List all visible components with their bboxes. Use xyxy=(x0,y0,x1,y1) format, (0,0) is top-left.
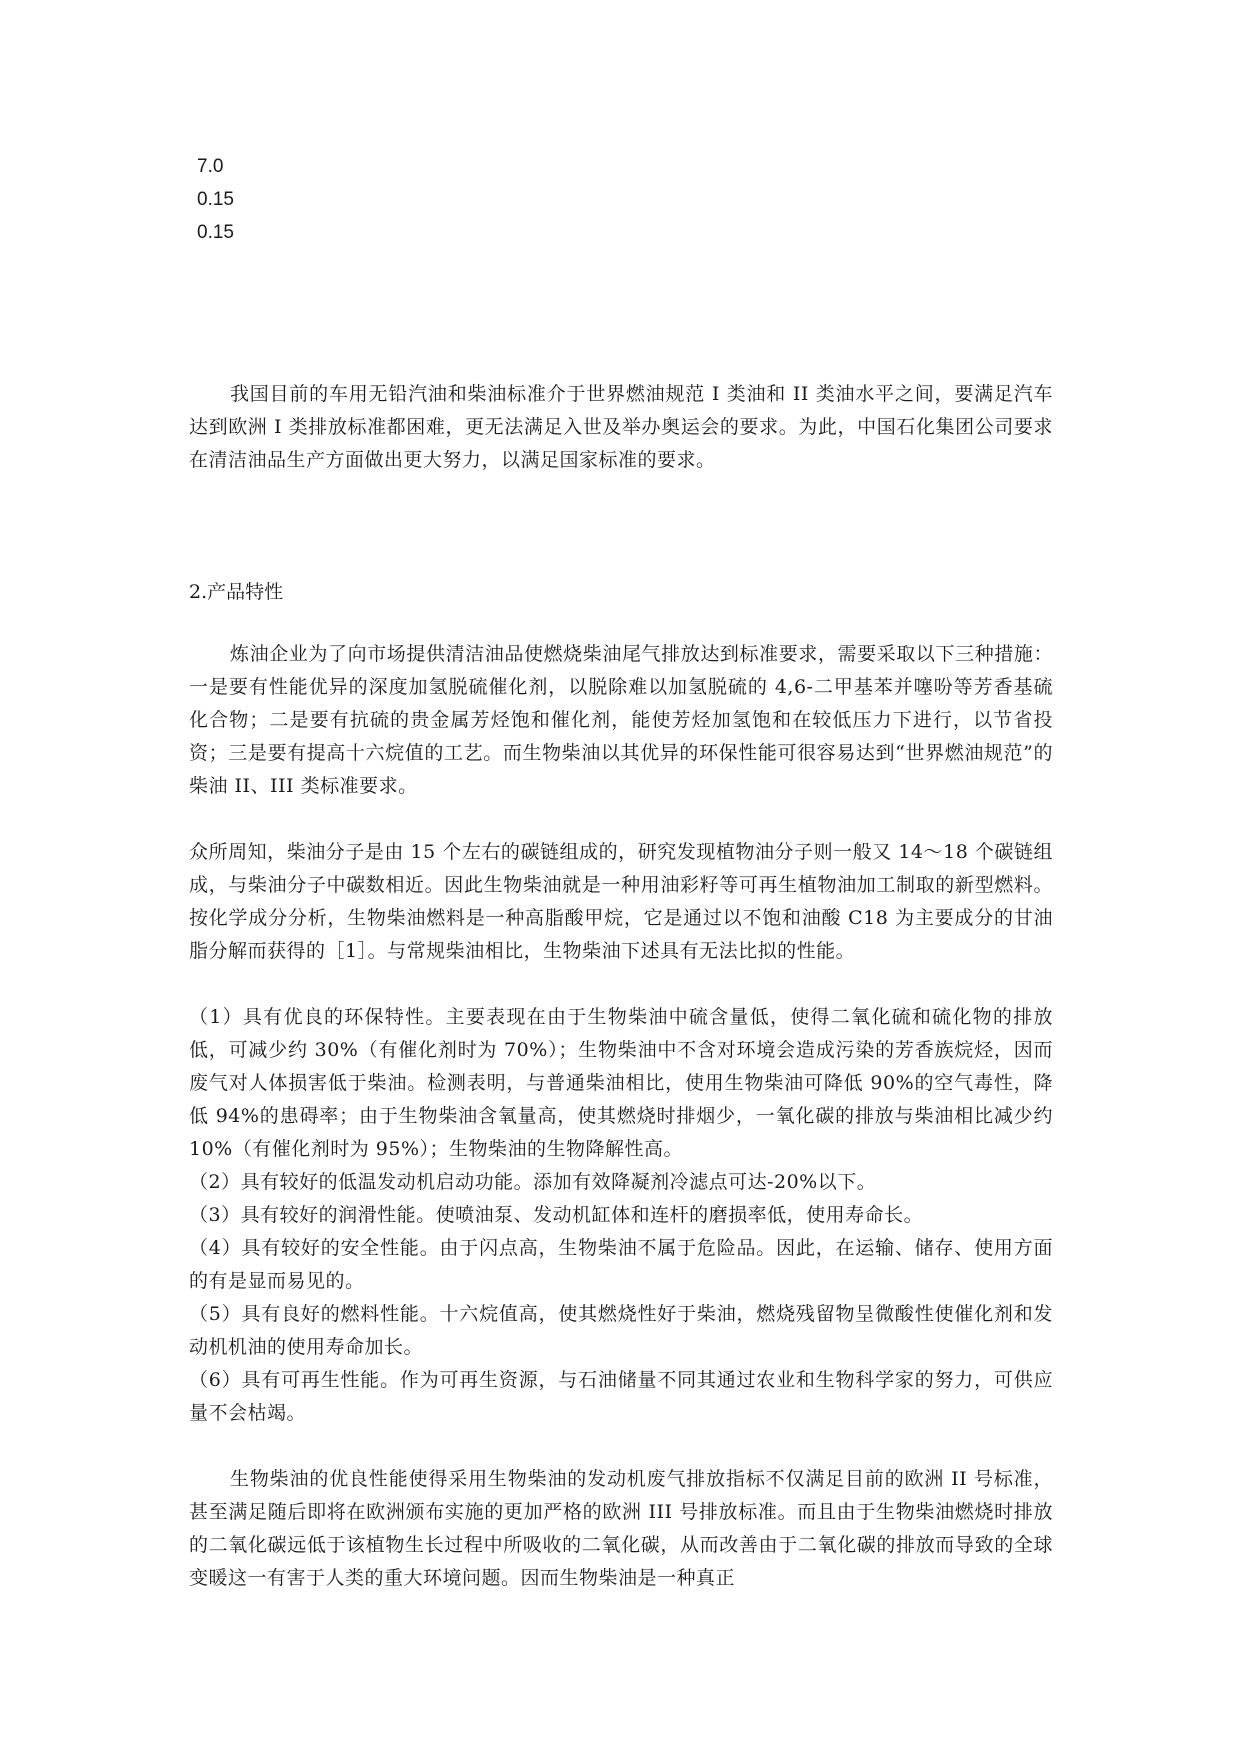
property-item: （5）具有良好的燃料性能。十六烷值高，使其燃烧性好于柴油，燃烧残留物呈微酸性使催化剂和发动机机油的使用寿命加长。 xyxy=(189,1303,1053,1358)
property-item: （1）具有优良的环保特性。主要表现在由于生物柴油中硫含量低，使得二氧化硫和硫化物的排放低，可减少约 30%（有催化剂时为 70%）；生物柴油中不含对环境会造成污染的芳香族烷烃，因而废气对人体损害低于柴油。检测表明，与普通柴油相比，使用生物柴油可降低 90%的空气毒性，降低 94%的患碍率；由于生物柴油含氧量高，使其燃烧时排烟少，一氧化碳的排放与柴油相比减少约 10%（有催化剂时为 95%）；生物柴油的生物降解性高。 xyxy=(189,1006,1053,1160)
intro-paragraph: 我国目前的车用无铅汽油和柴油标准介于世界燃油规范 I 类油和 II 类油水平之间，要满足汽车达到欧洲 I 类排放标准都困难，更无法满足入世及举办奥运会的要求。为此，中国石化集团公司要求在清洁油品生产方面做出更大努力，以满足国家标准的要求。 xyxy=(189,383,1053,471)
closing-paragraph: 生物柴油的优良性能使得采用生物柴油的发动机废气排放指标不仅满足目前的欧洲 II 号标准，甚至满足随后即将在欧洲颁布实施的更加严格的欧洲 III 号排放标准。而且由于生物柴油燃烧时排放的二氧化碳远低于该植物生长过程中所吸收的二氧化碳，从而改善由于二氧化碳的排放而导致的全球变暖这一有害于人类的重大环境问题。因而生物柴油是一种真正 xyxy=(189,1468,1053,1589)
section-heading: 2.产品特性 xyxy=(189,581,284,603)
property-item: （4）具有较好的安全性能。由于闪点高，生物柴油不属于危险品。因此，在运输、储存、使用方面的有是显而易见的。 xyxy=(189,1237,1053,1292)
value-line: 0.15 xyxy=(197,222,234,243)
property-item: （2）具有较好的低温发动机启动功能。添加有效降凝剂冷滤点可达-20%以下。 xyxy=(189,1171,877,1193)
value-line: 0.15 xyxy=(197,189,234,210)
refinery-paragraph: 炼油企业为了向市场提供清洁油品使燃烧柴油尾气排放达到标准要求，需要采取以下三种措施：一是要有性能优异的深度加氢脱硫催化剂，以脱除难以加氢脱硫的 4,6-二甲基苯并噻吩等芳香基硫化合物；二是要有抗硫的贵金属芳烃饱和催化剂，能使芳烃加氢饱和在较低压力下进行，以节省投资；三是要有提高十六烷值的工艺。而生物柴油以其优异的环保性能可很容易达到“世界燃油规范”的柴油 II、III 类标准要求。 xyxy=(189,643,1053,797)
property-item: （6）具有可再生性能。作为可再生资源，与石油储量不同其通过农业和生物科学家的努力，可供应量不会枯竭。 xyxy=(189,1369,1053,1424)
property-item: （3）具有较好的润滑性能。使喷油泵、发动机缸体和连杆的磨损率低，使用寿命长。 xyxy=(189,1204,924,1226)
value-line: 7.0 xyxy=(197,156,224,177)
property-list xyxy=(189,1001,1053,1430)
composition-paragraph: 众所周知，柴油分子是由 15 个左右的碳链组成的，研究发现植物油分子则一般又 14～18 个碳链组成，与柴油分子中碳数相近。因此生物柴油就是一种用油彩籽等可再生植物油加工制取的新型燃料。按化学成分分析，生物柴油燃料是一种高脂酸甲烷，它是通过以不饱和油酸 C18 为主要成分的甘油脂分解而获得的［1］。与常规柴油相比，生物柴油下述具有无法比拟的性能。 xyxy=(189,841,1053,962)
